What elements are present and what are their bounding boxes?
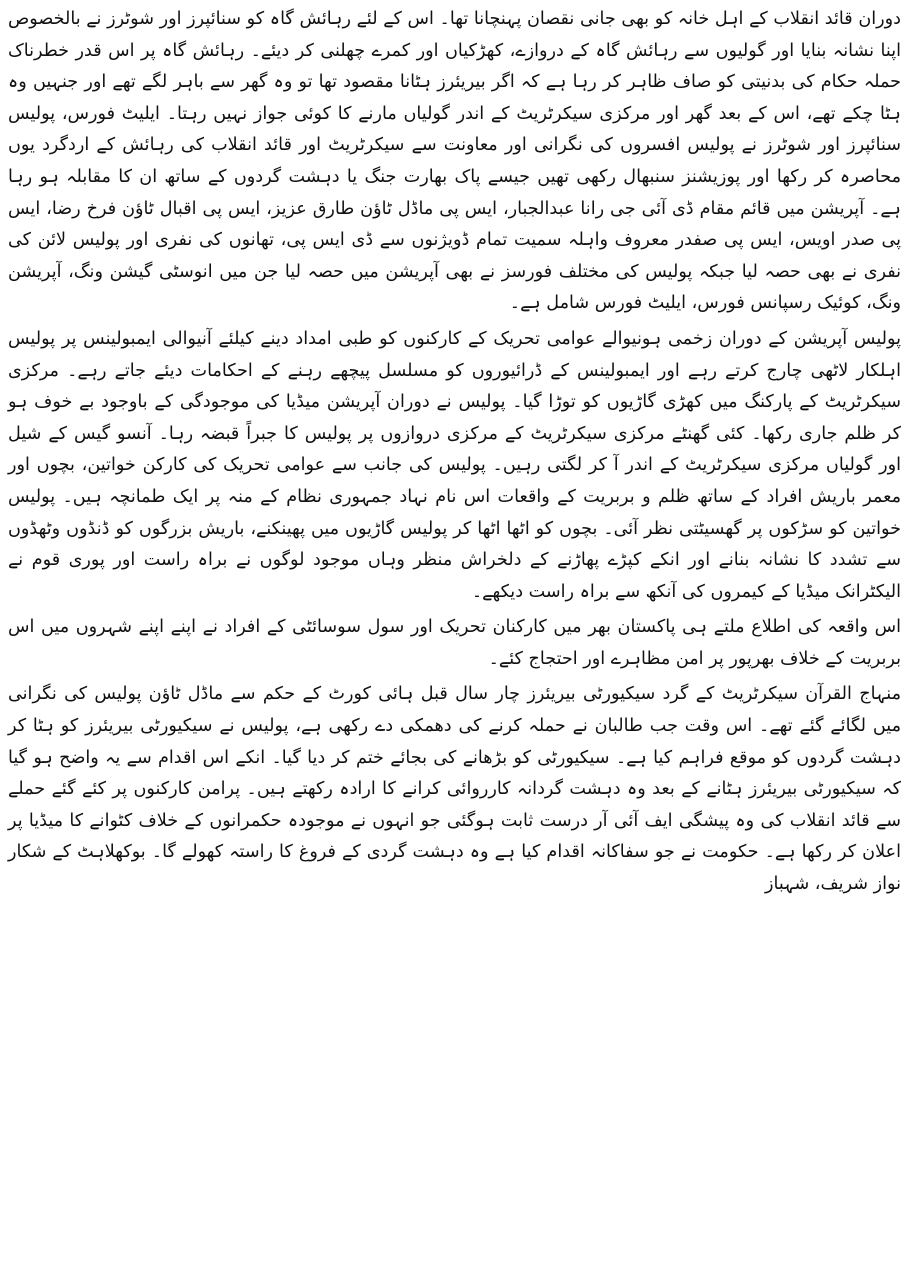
paragraph-nationwide-protests: اس واقعہ کی اطلاع ملتے ہی پاکستان بھر میں کارکنان تحریک اور سول سوسائٹی کے افراد نے اپنے اپنے شہروں میں اس بربریت کے خلاف بھرپور پر امن مظاہرے اور احتجاج کئے۔ <box>8 617 901 669</box>
paragraph-police-operation: دوران قائد انقلاب کے اہل خانہ کو بھی جانی نقصان پہنچانا تھا۔ اس کے لئے رہائش گاہ کو سنائپرز اور شوٹرز نے بالخصوص اپنا نشانہ بنایا اور گولیوں سے رہائش گاہ کے دروازے، کھڑکیاں اور کمرے چھلنی کر دیئے۔ رہائش گاہ پر اس قدر خطرناک حملہ حکام کی بدنیتی کو صاف ظاہر کر رہا ہے کہ اگر بیریئرز ہٹانا مقصود تھا تو وہ گھر سے باہر لگے تھے اور جنہیں وہ ہٹا چکے تھے، اس کے بعد گھر اور مرکزی سیکرٹریٹ کے اندر گولیاں مارنے کا کوئی جواز نہیں رہتا۔ ایلیٹ فورس، پولیس سنائپرز اور شوٹرز نے پولیس افسروں کی نگرانی اور معاونت سے سیکرٹریٹ اور قائد انقلاب کی رہائش کے اردگرد یوں محاصرہ کر رکھا اور پوزیشنز سنبھال رکھی تھیں جیسے پاک بھارت جنگ یا دہشت گردوں کے ساتھ ان کا مقابلہ ہو رہا ہے۔ آپریشن میں قائم مقام ڈی آئی جی رانا عبدالجبار، ایس پی ماڈل ٹاؤن طارق عزیز، ایس پی اقبال ٹاؤن فرخ رضا، ایس پی صدر اویس، ایس پی صفدر معروف واہلہ سمیت تمام ڈویژنوں سے ڈی ایس پی، تھانوں کی نفری اور پولیس لائن کی نفری نے بھی حصہ لیا جبکہ پولیس کی مختلف فورسز نے بھی آپریشن میں حصہ لیا جن میں انوسٹی گیشن ونگ، آپریشن ونگ، کوئیک رسپانس فورس، ایلیٹ فورس شامل ہے۔ <box>8 9 901 314</box>
paragraph-security-barriers: منہاج القرآن سیکرٹریٹ کے گرد سیکیورٹی بیریئرز چار سال قبل ہائی کورٹ کے حکم سے ماڈل ٹاؤن پولیس کی نگرانی میں لگائے گئے تھے۔ اس وقت جب طالبان نے حملہ کرنے کی دھمکی دے رکھی ہے، پولیس نے سیکیورٹی بیریئرز کو ہٹا کر دہشت گردوں کو موقع فراہم کیا ہے۔ سیکیورٹی کو بڑھانے کی بجائے ختم کر دیا گیا۔ انکے اس اقدام سے یہ واضح ہو گیا کہ سیکیورٹی بیریئرز ہٹانے کے بعد وہ دہشت گردانہ کارروائی کرانے کا ارادہ رکھتے ہیں۔ پرامن کارکنوں پر کئے گئے حملے سے قائد انقلاب کی وہ پیشگی ایف آئی آر درست ثابت ہوگئی جو انہوں نے موجودہ حکمرانوں کے خلاف کٹوانے کا میڈیا پر اعلان کر رکھا ہے۔ حکومت نے جو سفاکانہ اقدام کیا ہے وہ دہشت گردی کے فروغ کا راستہ کھولے گا۔ بوکھلاہٹ کے شکار نواز شریف، شہباز <box>8 684 901 895</box>
paragraph-ambulance-violence: پولیس آپریشن کے دوران زخمی ہونیوالے عوامی تحریک کے کارکنوں کو طبی امداد دینے کیلئے آنیوالی ایمبولینس پر پولیس اہلکار لاٹھی چارج کرتے رہے اور ایمبولینس کے ڈرائیوروں کو مسلسل پیچھے رہنے کے احکامات دیئے جاتے رہے۔ مرکزی سیکرٹریٹ کے پارکنگ میں کھڑی گاڑیوں کو توڑا گیا۔ پولیس نے دوران آپریشن میڈیا کی موجودگی کے باوجود بے خوف ہو کر ظلم جاری رکھا۔ کئی گھنٹے مرکزی سیکرٹریٹ کے مرکزی دروازوں پر پولیس کا جبراً قبضہ رہا۔ آنسو گیس کے شیل اور گولیاں مرکزی سیکرٹریٹ کے اندر آ کر لگتی رہیں۔ پولیس کی جانب سے عوامی تحریک کی کارکن خواتین، بچوں اور معمر باریش افراد کے ساتھ ظلم و بربریت کے واقعات اس نام نہاد جمہوری نظام کے منہ پر ایک طمانچہ ہیں۔ پولیس خواتین کو سڑکوں پر گھسیٹتی نظر آئی۔ بچوں کو اٹھا اٹھا کر پولیس گاڑیوں میں پھینکنے، باریش بزرگوں کو ڈنڈوں وٹھڈوں سے تشدد کا نشانہ بنانے اور انکے کپڑے پھاڑنے کے دلخراش منظر وہاں موجود لوگوں نے براہ راست اور پوری قوم نے الیکٹرانک میڈیا کے کیمروں کی آنکھ سے براہ راست دیکھے۔ <box>8 328 901 602</box>
